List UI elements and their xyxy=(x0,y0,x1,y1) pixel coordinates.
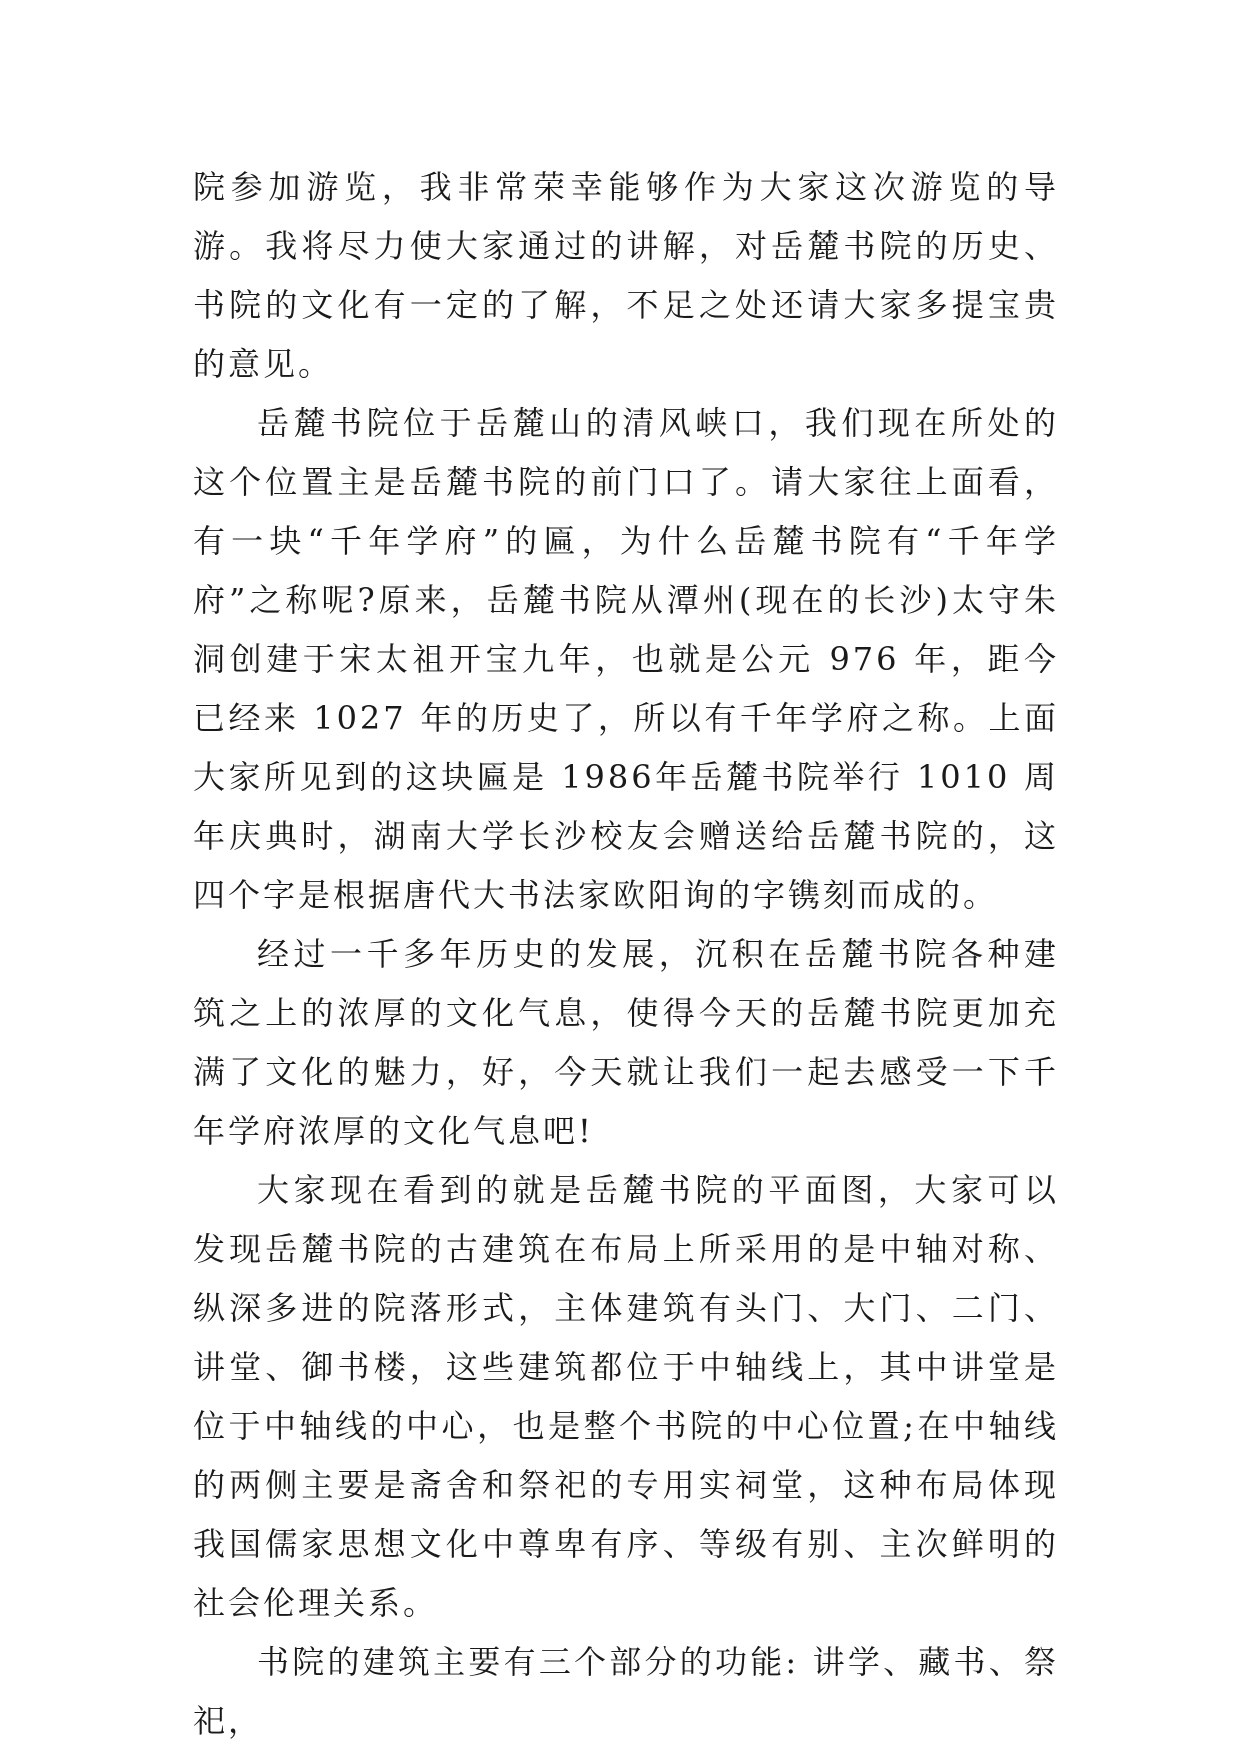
paragraph-layout: 大家现在看到的就是岳麓书院的平面图，大家可以发现岳麓书院的古建筑在布局上所采用的是中轴对称、纵深多进的院落形式，主体建筑有头门、大门、二门、讲堂、御书楼，这些建筑都位于中轴线上，其中讲堂是位于中轴线的中心，也是整个书院的中心位置;在中轴线的两侧主要是斋舍和祭祀的专用实祠堂，这种布局体现我国儒家思想文化中尊卑有序、等级有别、主次鲜明的社会伦理关系。 xyxy=(193,1171,1059,1622)
paragraph-location: 岳麓书院位于岳麓山的清风峡口，我们现在所处的这个位置主是岳麓书院的前门口了。请大家往上面看，有一块“千年学府”的匾，为什么岳麓书院有“千年学府”之称呢?原来，岳麓书院从潭州(现在的长沙)太守朱洞创建于宋太祖开宝九年，也就是公元 976 年，距今已经来 1027 年的历史了，所以有千年学府之称。上面大家所见到的这块匾是 1986年岳麓书院举行 1010 周年庆典时，湖南大学长沙校友会赠送给岳麓书院的，这四个字是根据唐代大书法家欧阳询的字镌刻而成的。 xyxy=(193,404,1059,914)
paragraph-continued: 院参加游览，我非常荣幸能够作为大家这次游览的导游。我将尽力使大家通过的讲解，对岳麓书院的历史、书院的文化有一定的了解，不足之处还请大家多提宝贵的意见。 xyxy=(193,168,1059,383)
paragraph-functions: 书院的建筑主要有三个部分的功能: 讲学、藏书、祭祀， xyxy=(193,1643,1059,1740)
paragraph-culture: 经过一千多年历史的发展，沉积在岳麓书院各种建筑之上的浓厚的文化气息，使得今天的岳麓书院更加充满了文化的魅力，好，今天就让我们一起去感受一下千年学府浓厚的文化气息吧! xyxy=(193,935,1059,1150)
document-body xyxy=(193,158,1059,1751)
